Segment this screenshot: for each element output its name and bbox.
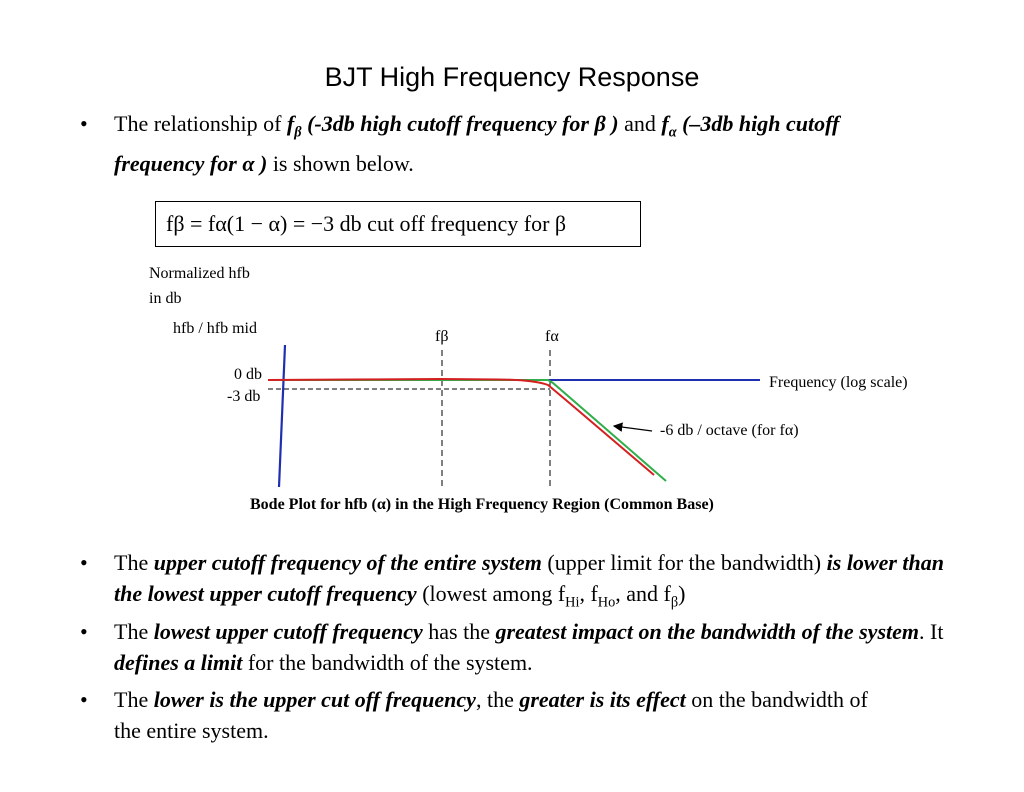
bullet-marker: • bbox=[80, 111, 88, 136]
bullet-text-segment: , and f bbox=[615, 581, 671, 606]
bullet-text-segment: has the bbox=[422, 619, 496, 644]
bullet-text-segment: α bbox=[242, 151, 255, 177]
asymptote-curve bbox=[268, 380, 666, 481]
bullet-text-segment: (–3db high cutoff frequency for bbox=[114, 111, 840, 177]
y-axis-line bbox=[279, 345, 285, 487]
slope-label: -6 db / octave (for fα) bbox=[660, 422, 799, 439]
bullet-text-segment: The bbox=[114, 550, 154, 575]
bullet-text-segment: on the bandwidth of the entire system. bbox=[114, 687, 868, 743]
bullet-text-segment: ) bbox=[678, 581, 686, 606]
bullet-text-segment: f bbox=[661, 111, 669, 136]
bullet-text-segment: is shown below. bbox=[267, 151, 414, 177]
bullet-text-segment: greatest impact on the bandwidth of the system bbox=[495, 619, 919, 644]
bullet-system-cutoff-text bbox=[114, 547, 954, 618]
formula-box: fβ = fα(1 − α) = −3 db cut off frequency for β bbox=[155, 201, 641, 247]
bullet-effect-text bbox=[114, 684, 874, 746]
bullet-text-segment: upper cutoff frequency of the entire system bbox=[153, 550, 542, 575]
bullet-text-segment: (lowest among f bbox=[416, 581, 566, 606]
bullet-text-segment: and bbox=[618, 111, 662, 136]
bullet-marker: • bbox=[80, 687, 88, 712]
frequency-response-curve bbox=[268, 379, 654, 475]
x-axis-label: Frequency (log scale) bbox=[769, 374, 908, 391]
bullet-text-segment: The bbox=[114, 687, 154, 712]
bullet-text-segment: greater is its effect bbox=[519, 687, 686, 712]
bullet-marker: • bbox=[80, 550, 88, 575]
bullet-text-segment: f bbox=[286, 111, 295, 136]
bullet-lowest-cutoff-text bbox=[114, 616, 954, 678]
slide-title: BJT High Frequency Response bbox=[324, 62, 700, 92]
zero-db-label: 0 db bbox=[234, 366, 262, 383]
bullet-text-segment: defines a limit bbox=[114, 650, 243, 675]
bullet-text-segment: for the bandwidth of the system. bbox=[242, 650, 533, 675]
bullet-text-segment: . It bbox=[919, 619, 944, 644]
y-axis-label-line3: hfb / hfb mid bbox=[173, 320, 257, 337]
bullet-text-segment: (-3db high cutoff frequency for bbox=[301, 111, 595, 136]
y-axis-label-line1: Normalized hfb bbox=[149, 265, 250, 282]
y-axis-label-line2: in db bbox=[149, 290, 182, 307]
bullet-text-segment: α bbox=[668, 124, 677, 141]
f-beta-label: fβ bbox=[435, 328, 449, 345]
bullet-text-segment: lower is the upper cut off frequency bbox=[153, 687, 476, 712]
slope-arrow bbox=[614, 426, 652, 431]
bullet-text-segment: β bbox=[294, 124, 302, 141]
bullet-text-segment: , the bbox=[475, 687, 520, 712]
bullet-text-segment: Ho bbox=[597, 594, 616, 611]
bullet-text-segment: (upper limit for the bandwidth) bbox=[541, 550, 827, 575]
bullet-marker: • bbox=[80, 619, 88, 644]
plot-caption: Bode Plot for hfb (α) in the High Frequency Region (Common Base) bbox=[250, 496, 714, 513]
bullet-text-segment: ) bbox=[605, 111, 619, 136]
bullet-text-segment: lowest upper cutoff frequency bbox=[153, 619, 423, 644]
bullet-text-segment: β bbox=[594, 111, 606, 136]
bullet-text-segment: , f bbox=[579, 581, 598, 606]
bullet-text-segment: Hi bbox=[565, 594, 580, 611]
bullet-text-segment: The bbox=[114, 619, 154, 644]
minus-3db-label: -3 db bbox=[227, 388, 261, 405]
f-alpha-label: fα bbox=[545, 328, 559, 345]
bullet-text-segment: β bbox=[670, 594, 679, 611]
bullet-text-segment: is lower than the lowest upper cutoff frequency bbox=[114, 550, 945, 606]
bullet-text-segment: ) bbox=[254, 151, 268, 177]
bullet-text-segment: The relationship of bbox=[114, 111, 287, 136]
